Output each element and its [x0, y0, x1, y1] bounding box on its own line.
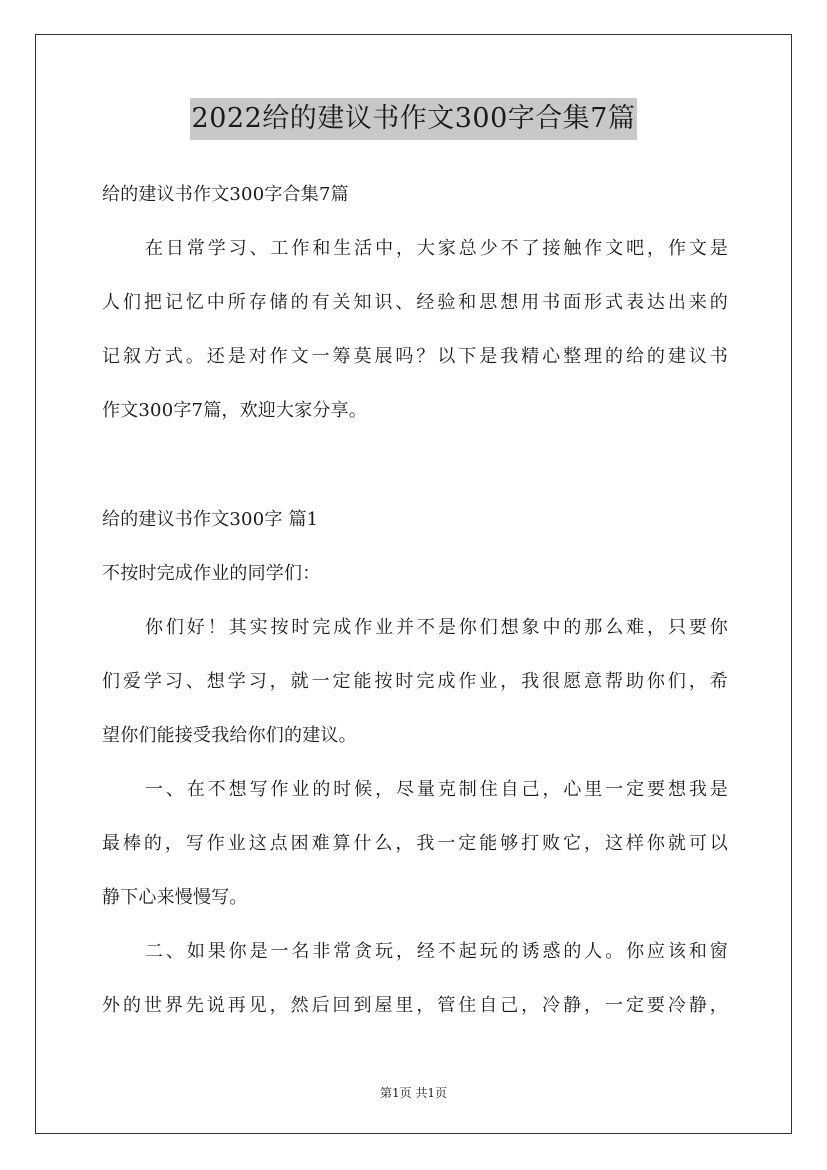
paragraph-line: 外的世界先说再见，然后回到屋里，管住自己，冷静，一定要冷静， [102, 995, 728, 1016]
paragraph-line: 一、在不想写作业的时候，尽量克制住自己，心里一定要想我是 [145, 779, 728, 800]
intro-line: 记叙方式。还是对作文一筹莫展吗？以下是我精心整理的给的建议书 [102, 346, 728, 367]
paragraph-line: 二、如果你是一名非常贪玩，经不起玩的诱惑的人。你应该和窗 [145, 941, 728, 962]
paragraph-line: 你们好！其实按时完成作业并不是你们想象中的那么难，只要你 [145, 617, 728, 638]
paragraph-line: 最棒的，写作业这点困难算什么，我一定能够打败它，这样你就可以 [102, 833, 728, 854]
intro-line: 在日常学习、工作和生活中，大家总少不了接触作文吧，作文是 [145, 238, 728, 259]
document-subtitle: 给的建议书作文300字合集7篇 [102, 184, 349, 205]
title-container [0, 98, 827, 140]
paragraph-line: 望你们能接受我给你们的建议。 [102, 725, 357, 746]
paragraph-line: 静下心来慢慢写。 [102, 887, 248, 908]
section-heading: 给的建议书作文300字 篇1 [102, 509, 319, 530]
intro-line: 作文300字7篇，欢迎大家分享。 [102, 400, 368, 421]
salutation: 不按时完成作业的同学们： [102, 563, 321, 584]
intro-line: 人们把记忆中所存储的有关知识、经验和思想用书面形式表达出来的 [102, 292, 728, 313]
document-title: 2022给的建议书作文300字合集7篇 [190, 98, 638, 140]
paragraph-line: 们爱学习、想学习，就一定能按时完成作业，我很愿意帮助你们，希 [102, 671, 728, 692]
page-footer: 第1页 共1页 [379, 1086, 448, 1100]
